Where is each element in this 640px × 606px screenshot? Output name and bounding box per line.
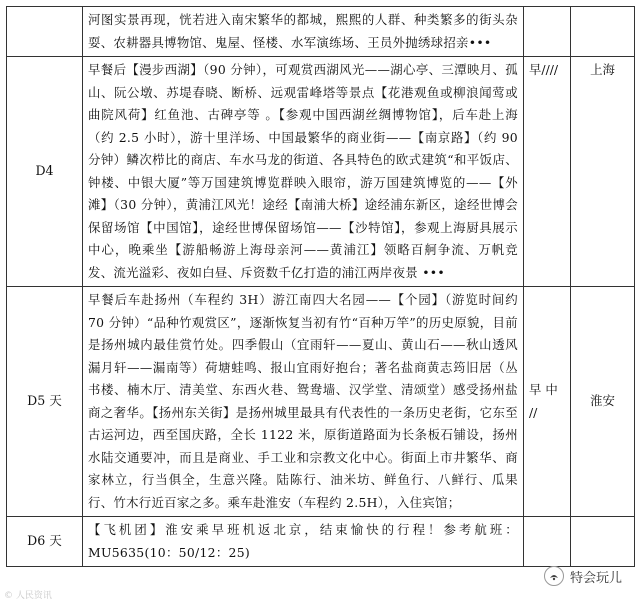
description-cell: 河图实景再现，恍若进入南宋繁华的都城，熙熙的人群、种类繁多的街头杂耍、农耕器具博物馆、鬼屋、怪楼、水军演练场、王员外抛绣球招亲••• bbox=[83, 7, 524, 57]
brand-name: 特会玩儿 bbox=[569, 570, 622, 586]
meal-cell bbox=[524, 517, 571, 567]
meal-cell: 早 中 // bbox=[524, 287, 571, 517]
description-cell: 早餐后车赴扬州（车程约 3H）游江南四大名园——【个园】（游览时间约 70 分钟）“品种竹观赏区”，逐渐恢复当初有竹“百种万竿”的历史原貌，目前是扬州城内最佳赏竹处。四季假山（宜雨轩——夏山、黄山石——秋山透风漏月轩——漏南等）荷塘蛙鸣、报山宜雨好抱台；著名盐商黄志筠旧居（丛书楼、楠木厅、清美堂、东西火巷、鸳鸯墙、汉学堂、清颂堂）感受扬州盐商之奢华。【扬州东关街】是扬州城里最具有代表性的一条历史老街，它东至古运河边，西至国庆路，全长 1122 米，原街道路面为长条板石铺设，扬州水陆交通要冲，而且是商业、手工业和宗教文化中心。街面上市井繁华、商家林立，行当俱全，生意兴隆。陆陈行、油米坊、鲜鱼行、八鲜行、瓜果行、竹木行近百家之多。乘车赴淮安（车程约 2.5H），入住宾馆； bbox=[83, 287, 524, 517]
day-cell bbox=[7, 7, 83, 57]
brand-logo-icon bbox=[544, 566, 564, 586]
day-cell: D4 bbox=[7, 57, 83, 287]
meal-cell: 早//// bbox=[524, 57, 571, 287]
description-cell: 早餐后【漫步西湖】（90 分钟），可观赏西湖风光——湖心亭、三潭映月、孤山、阮公墩、苏堤春晓、断桥、远观雷峰塔等景点【花港观鱼或柳浪闻莺或曲院风荷】红鱼池、古碑亭等 。【参观中国西湖丝绸博物馆】，后车赴上海（约 2.5 小时），游十里洋场、中国最繁华的商业街——【南京路】（约 90 分钟）鳞次栉比的商店、车水马龙的街道、各具特色的欧式建筑“和平饭店、钟楼、中银大厦”等万国建筑博览群映入眼帘，游万国建筑博览的——【外滩】（30 分钟），黄浦江风光！途经【南浦大桥】途经浦东新区，途经世博会保留场馆【中国馆】，途经世博保留场馆——【沙特馆】，参观上海厨具展示中心，晚乘坐【游船畅游上海母亲河——黄浦江】领略百舸争流、万帆竞发、流光溢彩、夜如白昼、斥资数千亿打造的浦江两岸夜景 ••• bbox=[83, 57, 524, 287]
description-cell: 【飞机团】淮安乘早班机返北京，结束愉快的行程！参考航班：MU5635(10：50/12：25) bbox=[83, 517, 524, 567]
itinerary-row-d5 bbox=[7, 287, 635, 517]
account-brand bbox=[544, 566, 622, 586]
itinerary-table bbox=[6, 6, 635, 567]
day-cell: D6 天 bbox=[7, 517, 83, 567]
meal-cell bbox=[524, 7, 571, 57]
hotel-cell: 上海 bbox=[571, 57, 635, 287]
itinerary-row-d6 bbox=[7, 517, 635, 567]
hotel-cell bbox=[571, 517, 635, 567]
itinerary-row-d4 bbox=[7, 57, 635, 287]
watermark: © 人民资讯 bbox=[4, 591, 52, 601]
day-cell: D5 天 bbox=[7, 287, 83, 517]
itinerary-row-d3-cont bbox=[7, 7, 635, 57]
hotel-cell bbox=[571, 7, 635, 57]
hotel-cell: 淮安 bbox=[571, 287, 635, 517]
